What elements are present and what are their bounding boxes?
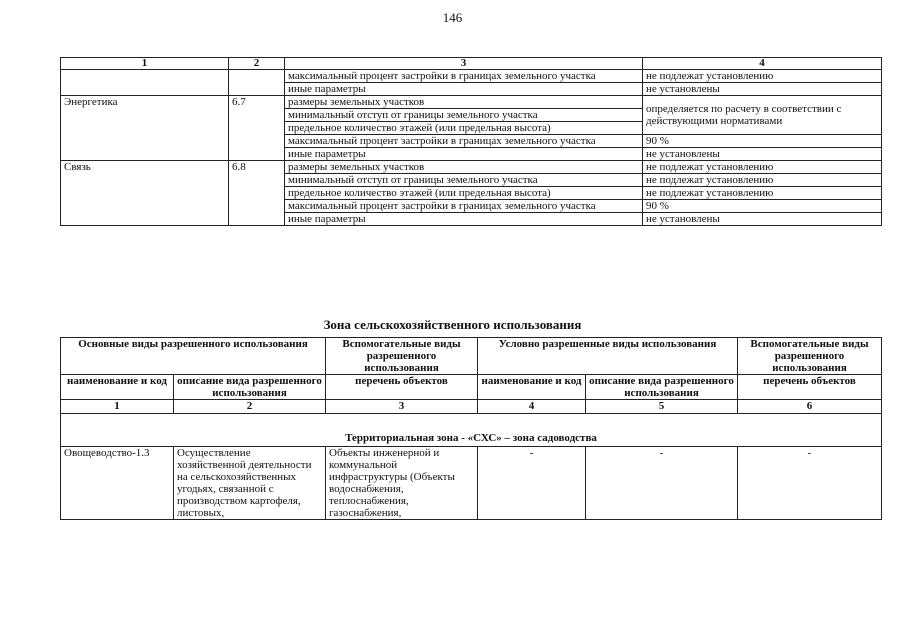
value-cell: 90 %	[643, 135, 882, 148]
use-name-cell: Связь	[61, 161, 229, 226]
name-code-cell: Овощеводство-1.3	[61, 447, 174, 520]
param-cell: минимальный отступ от границы земельного участка	[285, 174, 643, 187]
parameters-table	[60, 57, 882, 226]
group-header-row	[61, 338, 882, 375]
use-code-cell: 6.8	[229, 161, 285, 226]
column-number: 4	[478, 400, 586, 414]
table-row	[61, 161, 882, 174]
value-cell: не установлены	[643, 148, 882, 161]
param-cell: иные параметры	[285, 148, 643, 161]
header-objects: перечень объектов	[326, 375, 478, 400]
value-cell: определяется по расчету в соответствии с действующими нормативами	[643, 96, 882, 135]
value-cell: не подлежат установлению	[643, 70, 882, 83]
header-name-code: наименование и код	[478, 375, 586, 400]
empty-cell	[61, 70, 229, 96]
column-number-row	[61, 400, 882, 414]
param-cell: максимальный процент застройки в границах земельного участка	[285, 70, 643, 83]
value-cell: 90 %	[643, 200, 882, 213]
conditional-description-cell: -	[586, 447, 738, 520]
param-cell: максимальный процент застройки в границах земельного участка	[285, 135, 643, 148]
header-main-uses: Основные виды разрешенного использования	[61, 338, 326, 375]
column-number: 5	[586, 400, 738, 414]
param-cell: предельное количество этажей (или предельная высота)	[285, 122, 643, 135]
header-description: описание вида разрешенного использования	[174, 375, 326, 400]
section-title: Зона сельскохозяйственного использования	[323, 317, 582, 332]
param-cell: иные параметры	[285, 213, 643, 226]
use-name-cell: Энергетика	[61, 96, 229, 161]
param-cell: максимальный процент застройки в границах земельного участка	[285, 200, 643, 213]
column-number: 6	[738, 400, 882, 414]
header-conditional-uses: Условно разрешенные виды использования	[478, 338, 738, 375]
column-number: 2	[174, 400, 326, 414]
param-cell: размеры земельных участков	[285, 161, 643, 174]
header-cell: 3	[285, 58, 643, 70]
value-cell: не подлежат установлению	[643, 174, 882, 187]
header-cell: 1	[61, 58, 229, 70]
aux-objects-cell: -	[738, 447, 882, 520]
header-aux-uses: Вспомогательные виды разрешенного использования	[326, 338, 478, 375]
header-description: описание вида разрешенного использования	[586, 375, 738, 400]
value-cell: не подлежат установлению	[643, 187, 882, 200]
table-row	[61, 447, 882, 520]
objects-cell: Объекты инженерной и коммунальной инфраструктуры (Объекты водоснабжения, теплоснабжения, газоснабжения,	[326, 447, 478, 520]
table-row	[61, 70, 882, 83]
empty-cell	[229, 70, 285, 96]
header-row	[61, 58, 882, 70]
zoning-table	[60, 337, 882, 520]
description-cell: Осуществление хозяйственной деятельности на сельскохозяйственных угодьях, связанной с производством картофеля, листовых,	[174, 447, 326, 520]
sub-header-row	[61, 375, 882, 400]
value-cell: не установлены	[643, 83, 882, 96]
zone-title-row	[61, 414, 882, 447]
column-number: 3	[326, 400, 478, 414]
conditional-name-cell: -	[478, 447, 586, 520]
value-cell: не подлежат установлению	[643, 161, 882, 174]
header-aux-uses-2: Вспомогательные виды разрешенного использования	[738, 338, 882, 375]
param-cell: минимальный отступ от границы земельного участка	[285, 109, 643, 122]
header-cell: 4	[643, 58, 882, 70]
param-cell: предельное количество этажей (или предельная высота)	[285, 187, 643, 200]
header-objects: перечень объектов	[738, 375, 882, 400]
page-number: 146	[442, 10, 463, 25]
param-cell: размеры земельных участков	[285, 96, 643, 109]
zone-title: Территориальная зона - «СХС» – зона садоводства	[61, 414, 882, 447]
value-cell: не установлены	[643, 213, 882, 226]
param-cell: иные параметры	[285, 83, 643, 96]
header-cell: 2	[229, 58, 285, 70]
use-code-cell: 6.7	[229, 96, 285, 161]
column-number: 1	[61, 400, 174, 414]
table-row	[61, 96, 882, 109]
header-name-code: наименование и код	[61, 375, 174, 400]
